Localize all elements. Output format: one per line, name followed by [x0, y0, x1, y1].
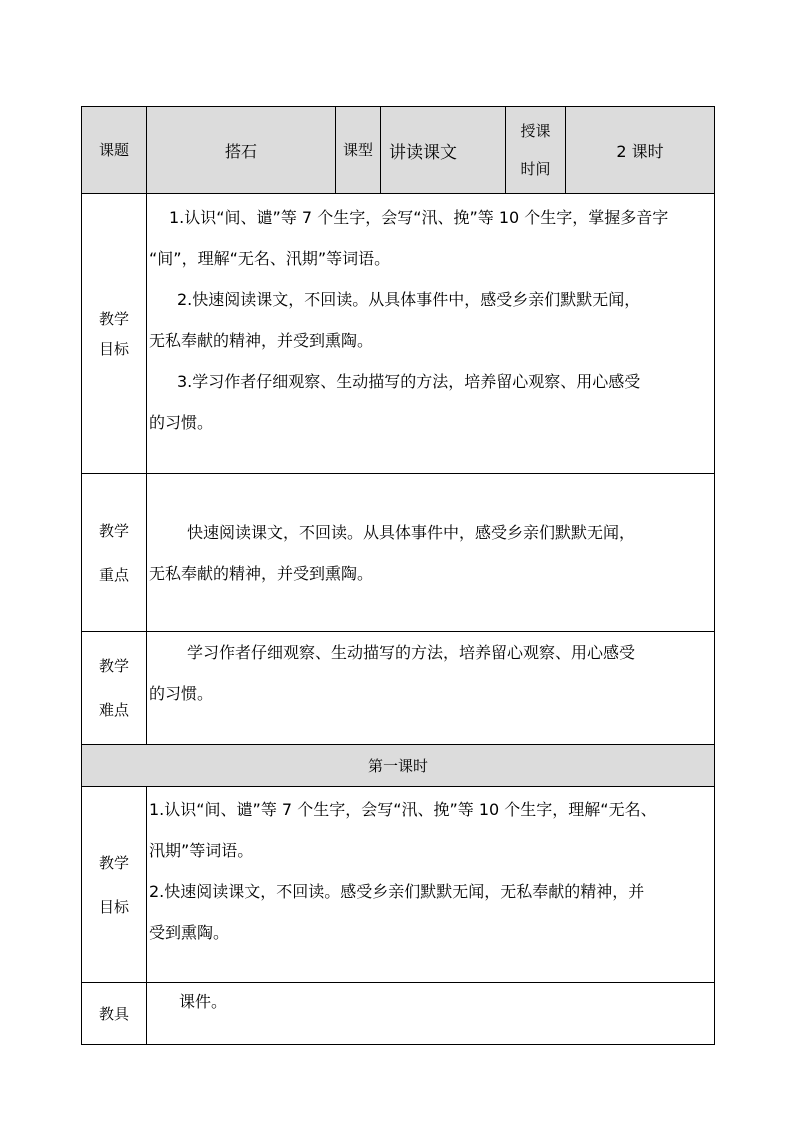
- key-points-content-cell: [147, 474, 715, 632]
- type-label-cell: [336, 107, 381, 194]
- lesson-plan-table: [81, 106, 715, 1045]
- tools-row: [82, 983, 715, 1045]
- key-points-row: [82, 474, 715, 632]
- goals-content-cell: [147, 194, 715, 474]
- tools-value: 课件。: [179, 992, 228, 1011]
- difficulties-line: 学习作者仔细观察、生动描写的方法，培养留心观察、用心感受: [187, 643, 636, 662]
- first-lesson-line: 受到熏陶。: [149, 923, 230, 942]
- key-points-line: 快速阅读课文，不回读。从具体事件中，感受乡亲们默默无闻，: [187, 522, 636, 542]
- goals-line: “间”，理解“无名、汛期”等词语。: [149, 249, 391, 268]
- first-lesson-banner-row: [82, 745, 715, 787]
- difficulties-content-cell: [147, 632, 715, 745]
- goals-line: 的习惯。: [149, 413, 214, 432]
- type-value: 讲读课文: [389, 142, 457, 163]
- goals-label-cell: [82, 194, 147, 474]
- header-row: [82, 107, 715, 194]
- type-label: 课型: [342, 141, 373, 159]
- topic-value-cell: [147, 107, 336, 194]
- goals-line: 2.快速阅读课文，不回读。从具体事件中，感受乡亲们默默无闻，: [177, 290, 641, 309]
- difficulties-row: [82, 632, 715, 745]
- time-label-top: 授课: [520, 122, 551, 140]
- goals-row: [82, 194, 715, 474]
- key-points-label-top: 教学: [98, 521, 129, 540]
- goals-line: 无私奉献的精神，并受到熏陶。: [149, 331, 374, 350]
- first-lesson-banner-cell: [82, 745, 715, 787]
- first-lesson-label-cell: [82, 787, 147, 983]
- hours-value-cell: [566, 107, 715, 194]
- first-lesson-label-bottom: 目标: [98, 897, 129, 916]
- topic-value: 搭石: [224, 141, 257, 161]
- first-lesson-goals-row: [82, 787, 715, 983]
- topic-label-cell: [82, 107, 147, 194]
- first-lesson-content-cell: [147, 787, 715, 983]
- first-lesson-line: 1.认识“间、谴”等 7 个生字，会写“汛、挽”等 10 个生字，理解“无名、: [149, 800, 657, 819]
- difficulties-label-top: 教学: [98, 657, 129, 675]
- time-label-cell: [506, 107, 566, 194]
- tools-content-cell: [147, 983, 715, 1045]
- key-points-line: 无私奉献的精神，并受到熏陶。: [149, 563, 374, 583]
- first-lesson-line: 2.快速阅读课文，不回读。感受乡亲们默默无闻，无私奉献的精神，并: [149, 882, 645, 901]
- difficulties-line: 的习惯。: [149, 684, 214, 703]
- difficulties-label-cell: [82, 632, 147, 745]
- key-points-label-cell: [82, 474, 147, 632]
- goals-line: 3.学习作者仔细观察、生动描写的方法，培养留心观察、用心感受: [177, 372, 641, 391]
- first-lesson-label-top: 教学: [98, 853, 129, 872]
- topic-label: 课题: [98, 141, 129, 159]
- first-lesson-banner: 第一课时: [367, 757, 428, 775]
- difficulties-label-bottom: 难点: [98, 701, 129, 719]
- type-value-cell: [381, 107, 506, 194]
- time-label-bottom: 时间: [520, 160, 551, 178]
- tools-label: 教具: [98, 1004, 129, 1023]
- tools-label-cell: [82, 983, 147, 1045]
- goals-label-top: 教学: [98, 309, 129, 328]
- goals-line: 1.认识“间、谴”等 7 个生字，会写“汛、挽”等 10 个生字，掌握多音字: [169, 208, 669, 227]
- hours-value: 2 课时: [616, 141, 664, 161]
- first-lesson-line: 汛期”等词语。: [149, 841, 254, 860]
- goals-label-bottom: 目标: [98, 339, 129, 358]
- key-points-label-bottom: 重点: [98, 565, 129, 584]
